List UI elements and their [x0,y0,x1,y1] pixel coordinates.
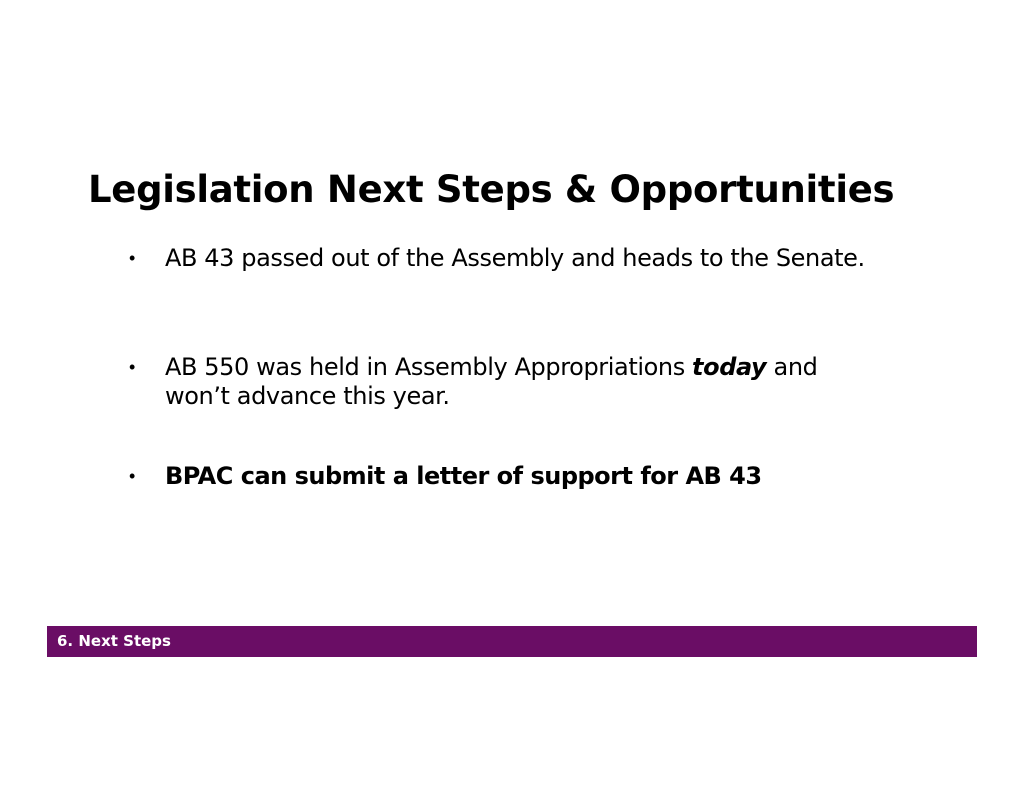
bullet-emphasis: today [692,353,767,381]
bullet-marker: • [129,466,136,486]
bullet-marker: • [129,357,136,377]
bullet-text [165,353,875,411]
bullet-text: AB 43 passed out of the Assembly and heads to the Senate. [165,244,865,272]
bullet-text: BPAC can submit a letter of support for AB 43 [165,462,762,490]
slide-title: Legislation Next Steps & Opportunities [88,168,895,211]
section-footer-label: 6. Next Steps [57,632,171,650]
section-footer-bar [47,626,977,657]
bullet-text-end: and won’t advance this year. [165,353,818,410]
bullet-text-start: AB 550 was held in Assembly Appropriations [165,353,693,381]
bullet-marker: • [129,248,136,268]
